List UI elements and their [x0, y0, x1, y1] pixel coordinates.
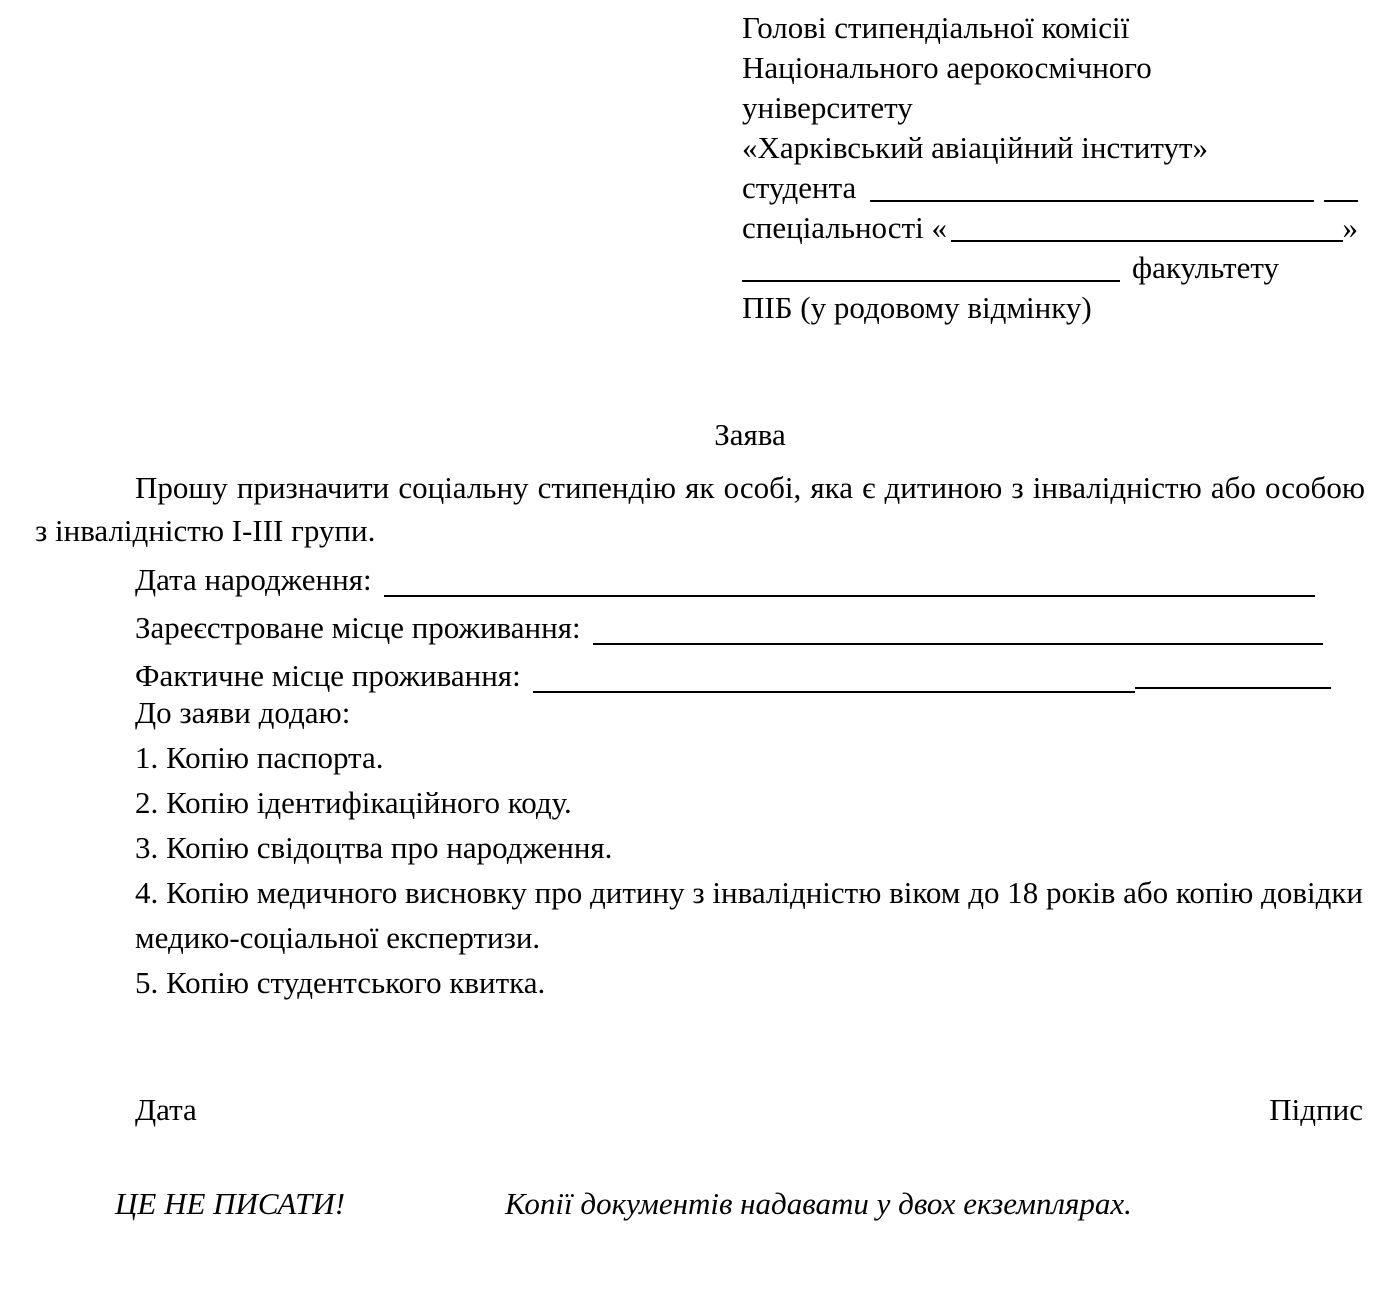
page-title: Заява — [714, 417, 786, 452]
registered-address-label: Зареєстроване місце проживання: — [135, 610, 581, 645]
date-signature-row — [135, 1088, 1363, 1132]
addressee-block — [742, 8, 1358, 328]
addressee-line-university-1: Національного аерокосмічного — [742, 50, 1152, 85]
full-name-hint: ПІБ (у родовому відмінку) — [742, 290, 1092, 325]
actual-address-label: Фактичне місце проживання: — [135, 658, 521, 693]
faculty-blank — [742, 248, 1120, 282]
actual-address-blank — [533, 652, 1135, 693]
registered-address-blank — [593, 604, 1323, 645]
student-name-row — [742, 168, 1358, 208]
signature-label: Підпис — [1269, 1092, 1363, 1127]
copies-note: Копії документів надавати у двох екземплярах. — [505, 1186, 1132, 1221]
attachment-item-5: 5. Копію студентського квитка. — [135, 965, 546, 1000]
addressee-line-commission: Голові стипендіальної комісії — [742, 10, 1130, 45]
student-name-blank-tail — [1324, 168, 1358, 202]
registered-address-row — [135, 604, 1323, 652]
birth-date-blank — [384, 556, 1315, 597]
birth-date-row — [135, 556, 1315, 604]
attachment-item-3: 3. Копію свідоцтва про народження. — [135, 830, 613, 865]
notes-row — [0, 1180, 1400, 1228]
faculty-row — [742, 248, 1358, 288]
addressee-line-university-2: університету — [742, 90, 913, 125]
specialty-row — [742, 208, 1358, 248]
actual-address-blank-tail — [1135, 652, 1331, 689]
student-label: студента — [742, 170, 857, 205]
attachment-item-2: 2. Копію ідентифікаційного коду. — [135, 785, 572, 820]
birth-date-label: Дата народження: — [135, 562, 372, 597]
addressee-line-institute: «Харківський авіаційний інститут» — [742, 130, 1209, 165]
date-label: Дата — [135, 1092, 197, 1127]
fields-block — [135, 556, 1331, 700]
do-not-write-warning: ЦЕ НЕ ПИСАТИ! — [115, 1186, 346, 1221]
specialty-label: спеціальності « — [742, 210, 947, 245]
specialty-blank — [951, 208, 1343, 242]
attachments-block — [135, 690, 1363, 1005]
specialty-close-quote: » — [1342, 210, 1358, 245]
attachments-intro: До заяви додаю: — [135, 695, 351, 730]
attachment-item-1: 1. Копію паспорта. — [135, 740, 384, 775]
faculty-label: факультету — [1132, 250, 1279, 285]
student-name-blank — [870, 168, 1314, 202]
attachment-item-4: 4. Копію медичного висновку про дитину з інвалідністю віком до 18 років або копію довідки медико-соціальної експертизи. — [135, 875, 1363, 955]
request-paragraph: Прошу призначити соціальну стипендію як особі, яка є дитиною з інвалідністю або особою з інвалідністю І-ІІІ групи. — [35, 470, 1365, 548]
